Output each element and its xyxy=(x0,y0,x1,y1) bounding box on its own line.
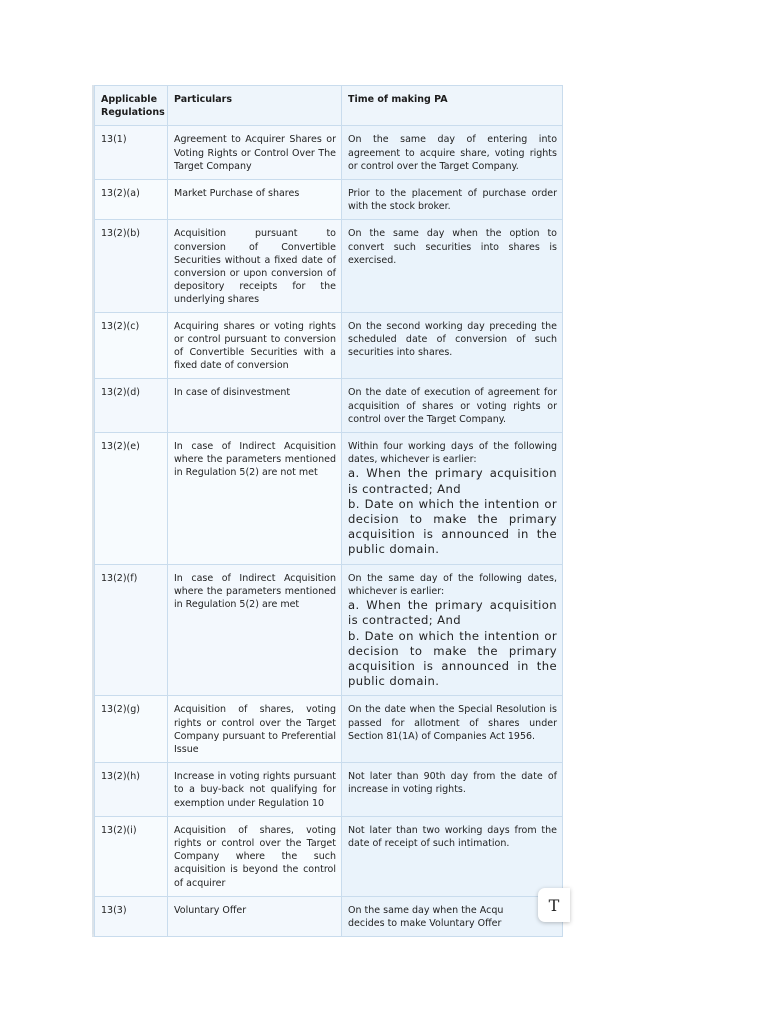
particulars-cell: Voluntary Offer xyxy=(168,896,342,936)
regulation-cell: 13(2)(d) xyxy=(95,379,168,433)
time-subpoint-b: b. Date on which the intention or decision to make the primary acquisition is announced in the public domain. xyxy=(348,496,557,557)
time-cell xyxy=(342,379,563,433)
time-text-continued: decides to make Voluntary Offer xyxy=(348,917,502,929)
regulation-cell: 13(2)(g) xyxy=(95,696,168,763)
time-text: On the date when the Special Resolution is passed for allotment of shares under Section 81(1A) of Companies Act 1956. xyxy=(348,704,557,742)
regulations-table xyxy=(94,85,563,937)
time-text: Within four working days of the following dates, whichever is earlier: xyxy=(348,441,557,466)
time-cell xyxy=(342,896,563,936)
time-cell xyxy=(342,220,563,312)
time-text: On the same day of entering into agreement to acquire share, voting rights or control over the Target Company. xyxy=(348,134,557,172)
regulation-cell: 13(1) xyxy=(95,126,168,180)
time-text: On the second working day preceding the scheduled date of conversion of such securities into shares. xyxy=(348,320,557,359)
table-header xyxy=(95,86,563,126)
particulars-cell: Agreement to Acquirer Shares or Voting Rights or Control Over The Target Company xyxy=(168,126,342,180)
table-row xyxy=(95,564,563,696)
regulation-cell: 13(2)(a) xyxy=(95,180,168,220)
time-text: Not later than two working days from the date of receipt of such intimation. xyxy=(348,824,557,849)
time-subpoint-a: a. When the primary acquisition is contracted; And xyxy=(348,466,557,496)
particulars-cell: Market Purchase of shares xyxy=(168,180,342,220)
regulation-cell: 13(2)(f) xyxy=(95,564,168,696)
header-row xyxy=(95,86,563,126)
time-text: On the same day when the option to convert such securities into shares is exercised. xyxy=(348,228,557,266)
table-row xyxy=(95,379,563,433)
particulars-cell: In case of Indirect Acquisition where the parameters mentioned in Regulation 5(2) are not met xyxy=(168,433,342,565)
regulation-cell: 13(2)(h) xyxy=(95,763,168,817)
column-header-time: Time of making PA xyxy=(342,86,563,126)
particulars-cell: Acquisition of shares, voting rights or control over the Target Company where the such acquisition is beyond the control of acquirer xyxy=(168,816,342,896)
table-row xyxy=(95,126,563,180)
table-row xyxy=(95,763,563,817)
time-text: On the same day when the Acqu xyxy=(348,904,504,916)
table-row xyxy=(95,896,563,936)
regulation-cell: 13(2)(e) xyxy=(95,433,168,565)
time-cell xyxy=(342,763,563,817)
time-subpoint-a: a. When the primary acquisition is contracted; And xyxy=(348,598,557,628)
regulation-cell: 13(2)(c) xyxy=(95,312,168,379)
column-header-regulations: Applicable Regulations xyxy=(95,86,168,126)
table-row xyxy=(95,816,563,896)
time-cell xyxy=(342,180,563,220)
scroll-to-top-button[interactable] xyxy=(538,888,570,922)
time-cell xyxy=(342,312,563,379)
time-cell xyxy=(342,433,563,565)
table-row xyxy=(95,220,563,312)
column-header-particulars: Particulars xyxy=(168,86,342,126)
time-cell xyxy=(342,564,563,696)
time-cell xyxy=(342,816,563,896)
table-row xyxy=(95,433,563,565)
time-subpoint-b: b. Date on which the intention or decision to make the primary acquisition is announced in the public domain. xyxy=(348,628,557,689)
particulars-cell: Increase in voting rights pursuant to a buy-back not qualifying for exemption under Regulation 10 xyxy=(168,763,342,817)
regulation-cell: 13(3) xyxy=(95,896,168,936)
time-text: Not later than 90th day from the date of increase in voting rights. xyxy=(348,771,557,796)
table-row xyxy=(95,312,563,379)
particulars-cell: In case of disinvestment xyxy=(168,379,342,433)
time-text: On the date of execution of agreement for acquisition of shares or voting rights or control over the Target Company. xyxy=(348,387,557,425)
scroll-to-top-icon[interactable]: T xyxy=(548,895,560,915)
regulation-cell: 13(2)(b) xyxy=(95,220,168,312)
particulars-cell: Acquiring shares or voting rights or control pursuant to conversion of Convertible Securities with a fixed date of conversion xyxy=(168,312,342,379)
time-cell xyxy=(342,696,563,763)
time-text: Prior to the placement of purchase order with the stock broker. xyxy=(348,188,557,213)
time-cell xyxy=(342,126,563,180)
regulation-cell: 13(2)(i) xyxy=(95,816,168,896)
particulars-cell: Acquisition of shares, voting rights or control over the Target Company pursuant to Preferential Issue xyxy=(168,696,342,763)
time-text: On the same day of the following dates, whichever is earlier: xyxy=(348,572,557,597)
particulars-cell: Acquisition pursuant to conversion of Convertible Securities without a fixed date of conversion or upon conversion of depository receipts for the underlying shares xyxy=(168,220,342,312)
table-row xyxy=(95,180,563,220)
particulars-cell: In case of Indirect Acquisition where the parameters mentioned in Regulation 5(2) are met xyxy=(168,564,342,696)
table-row xyxy=(95,696,563,763)
